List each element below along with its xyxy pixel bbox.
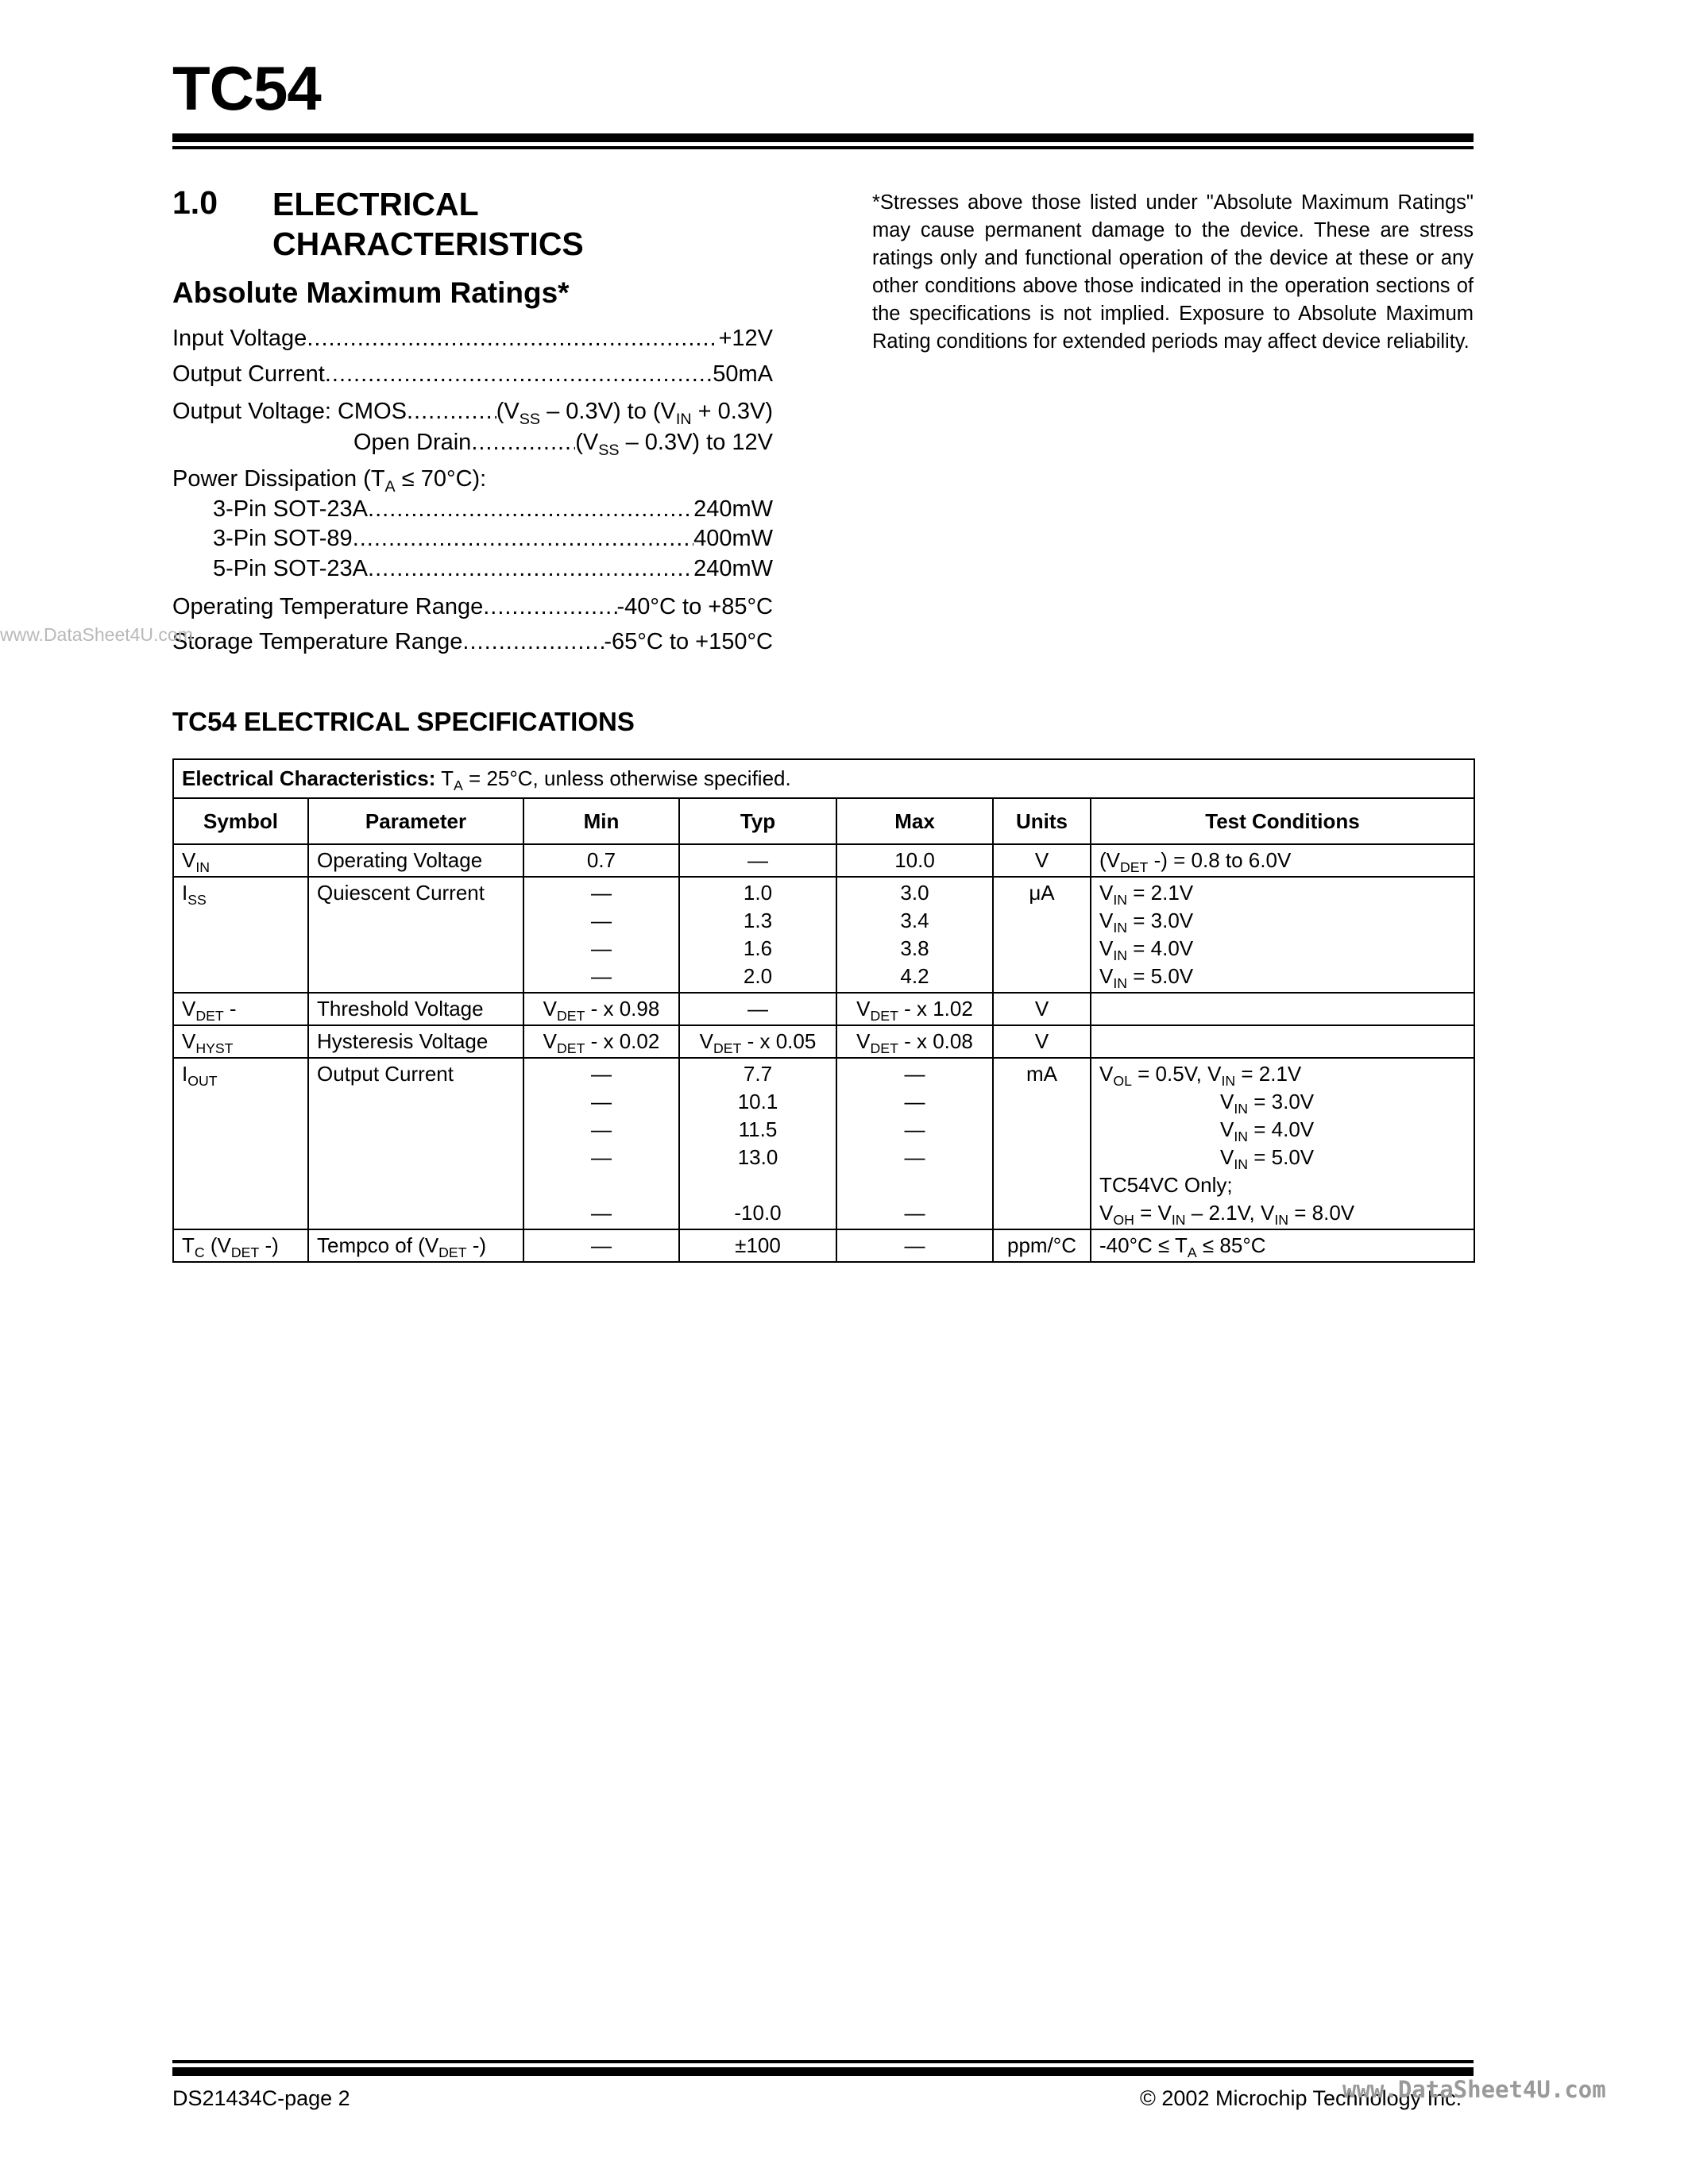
table-row: [173, 844, 1474, 877]
absolute-max-ratings-heading: Absolute Maximum Ratings*: [172, 276, 570, 309]
cell-symbol: $V_{HYST}$: [173, 1025, 308, 1058]
cell-max: 10.0: [836, 844, 993, 877]
col-header-units: Units: [993, 798, 1091, 844]
cell-max: $V_{DET}$ - x 1.02: [836, 993, 993, 1025]
cell-units: ppm/°C: [993, 1229, 1091, 1262]
rating-label: 5-Pin SOT-23A: [213, 556, 369, 581]
col-header-max: Max: [836, 798, 993, 844]
rating-label: Operating Temperature Range: [172, 594, 484, 619]
col-header-symbol: Symbol: [173, 798, 308, 844]
cell-conditions: ($V_{DET}$ -) = 0.8 to 6.0V: [1091, 844, 1474, 877]
cell-max: — — — — —: [836, 1058, 993, 1229]
table-caption: Electrical Characteristics: $T_A = 25^\circ C$, unless otherwise specified.: [173, 759, 1474, 798]
cell-min: $V_{DET}$ - x 0.98: [523, 993, 679, 1025]
cell-max: —: [836, 1229, 993, 1262]
rating-output-current: [172, 361, 773, 388]
table-row: [173, 993, 1474, 1025]
cell-units: V: [993, 844, 1091, 877]
rating-output-voltage-cmos: [172, 399, 773, 428]
rating-label: Open Drain: [353, 430, 472, 455]
section-title: [272, 184, 717, 264]
cell-symbol: $T_C$ ($V_{DET}$ -): [173, 1229, 308, 1262]
cell-parameter: Hysteresis Voltage: [308, 1025, 523, 1058]
cell-conditions: [1091, 1025, 1474, 1058]
watermark-right: www.DataSheet4U.com: [1342, 2076, 1606, 2103]
rating-label: 3-Pin SOT-23A: [213, 496, 369, 522]
cell-min: $V_{DET}$ - x 0.02: [523, 1025, 679, 1058]
document-title: TC54: [172, 53, 321, 123]
header-rule-thick: [172, 133, 1474, 142]
footer-rule-thin: [172, 2060, 1474, 2063]
rating-pkg-sot23a-5pin: [213, 556, 773, 582]
stress-note: *Stresses above those listed under "Absolute Maximum Ratings" may cause permanent damage to the device. These are stress ratings only and functional operation of the device at these or any other conditions above those indicated in the operation sections of the specifications is not implied. Exposure to Absolute Maximum Rating conditions for extended periods may affect device reliability.: [872, 191, 1474, 353]
cell-conditions: [1091, 993, 1474, 1025]
col-header-typ: Typ: [679, 798, 836, 844]
rating-output-voltage-open-drain: [353, 430, 773, 459]
cell-units: V: [993, 1025, 1091, 1058]
cell-units: μA: [993, 877, 1091, 993]
col-header-test-conditions: Test Conditions: [1091, 798, 1474, 844]
rating-value: -40°C to +85°C: [616, 594, 773, 619]
rating-value: 240mW: [693, 556, 773, 581]
cell-typ: 7.7 10.1 11.5 13.0 -10.0: [679, 1058, 836, 1229]
cell-typ: $V_{DET}$ - x 0.05: [679, 1025, 836, 1058]
watermark-left: www.DataSheet4U.com: [0, 624, 193, 645]
cell-min: 0.7: [523, 844, 679, 877]
section-title-line1: ELECTRICAL: [272, 186, 479, 222]
rating-label: Output Current: [172, 361, 325, 387]
rating-pkg-sot23a-3pin: [213, 496, 773, 523]
table-row: [173, 1229, 1474, 1262]
rating-storage-temp: [172, 629, 773, 655]
footer-rule-thick: [172, 2067, 1474, 2076]
cell-typ: —: [679, 844, 836, 877]
cell-symbol: $I_{OUT}$: [173, 1058, 308, 1229]
cell-symbol: $V_{IN}$: [173, 844, 308, 877]
rating-value: 240mW: [693, 496, 773, 522]
cell-min: — — — —: [523, 877, 679, 993]
rating-value: $(V_{SS} - 0.3V)$ to $(V_{IN} + 0.3V)$: [496, 399, 773, 428]
table-row: [173, 877, 1474, 993]
cell-max: $V_{DET}$ - x 0.08: [836, 1025, 993, 1058]
cell-units: mA: [993, 1058, 1091, 1229]
header-rule-thin: [172, 146, 1474, 149]
cell-conditions: $-40^\circ C \le T_A \le 85^\circ C$: [1091, 1229, 1474, 1262]
spec-table: [172, 758, 1475, 1263]
footer-page-id: DS21434C-page 2: [172, 2086, 350, 2110]
cell-units: V: [993, 993, 1091, 1025]
table-header-row: [173, 798, 1474, 844]
table-row: [173, 1025, 1474, 1058]
rating-label: Output Voltage: CMOS: [172, 399, 407, 424]
footer-copyright: © 2002 Microchip Technology Inc.: [1140, 2086, 1462, 2110]
cell-min: —: [523, 1229, 679, 1262]
rating-power-dissipation: Power Dissipation $(T_A \le 70^\circ C)$:: [172, 466, 487, 496]
rating-operating-temp: [172, 594, 773, 620]
cell-max: 3.0 3.4 3.8 4.2: [836, 877, 993, 993]
section-number: 1.0: [172, 184, 218, 221]
rating-pkg-sot89-3pin: [213, 526, 773, 552]
cell-parameter: Operating Voltage: [308, 844, 523, 877]
rating-value: 50mA: [713, 361, 773, 387]
rating-label: 3-Pin SOT-89: [213, 526, 353, 551]
spec-heading: TC54 ELECTRICAL SPECIFICATIONS: [172, 707, 635, 736]
rating-label: Storage Temperature Range: [172, 629, 463, 654]
table-row: [173, 1058, 1474, 1229]
cell-conditions: $V_{OL} = 0.5V$, $V_{IN} = 2.1V$ $V_{IN} = 3.0V$ $V_{IN} = 4.0V$ $V_{IN} = 5.0V$ TC54VC Only; $V_{OH} = V_{IN} - 2.1V$, $V_{IN} = 8.0V$: [1091, 1058, 1474, 1229]
section-title-line2: CHARACTERISTICS: [272, 226, 584, 262]
cell-typ: —: [679, 993, 836, 1025]
rating-value: $(V_{SS} - 0.3V)$ to 12V: [575, 430, 773, 459]
table-caption-row: [173, 759, 1474, 798]
cell-parameter: Quiescent Current: [308, 877, 523, 993]
cell-symbol: $V_{DET}$ -: [173, 993, 308, 1025]
rating-value: -65°C to +150°C: [604, 629, 773, 654]
cell-parameter: Output Current: [308, 1058, 523, 1229]
cell-symbol: $I_{SS}$: [173, 877, 308, 993]
cell-min: — — — — —: [523, 1058, 679, 1229]
cell-conditions: $V_{IN} = 2.1V$ $V_{IN} = 3.0V$ $V_{IN} = 4.0V$ $V_{IN} = 5.0V$: [1091, 877, 1474, 993]
cell-parameter: Threshold Voltage: [308, 993, 523, 1025]
cell-typ: ±100: [679, 1229, 836, 1262]
rating-value: +12V: [718, 326, 773, 351]
rating-value: 400mW: [693, 526, 773, 551]
cell-parameter: Tempco of ($V_{DET}$ -): [308, 1229, 523, 1262]
rating-input-voltage: [172, 326, 773, 352]
col-header-parameter: Parameter: [308, 798, 523, 844]
rating-label: Input Voltage: [172, 326, 307, 351]
cell-typ: 1.0 1.3 1.6 2.0: [679, 877, 836, 993]
col-header-min: Min: [523, 798, 679, 844]
